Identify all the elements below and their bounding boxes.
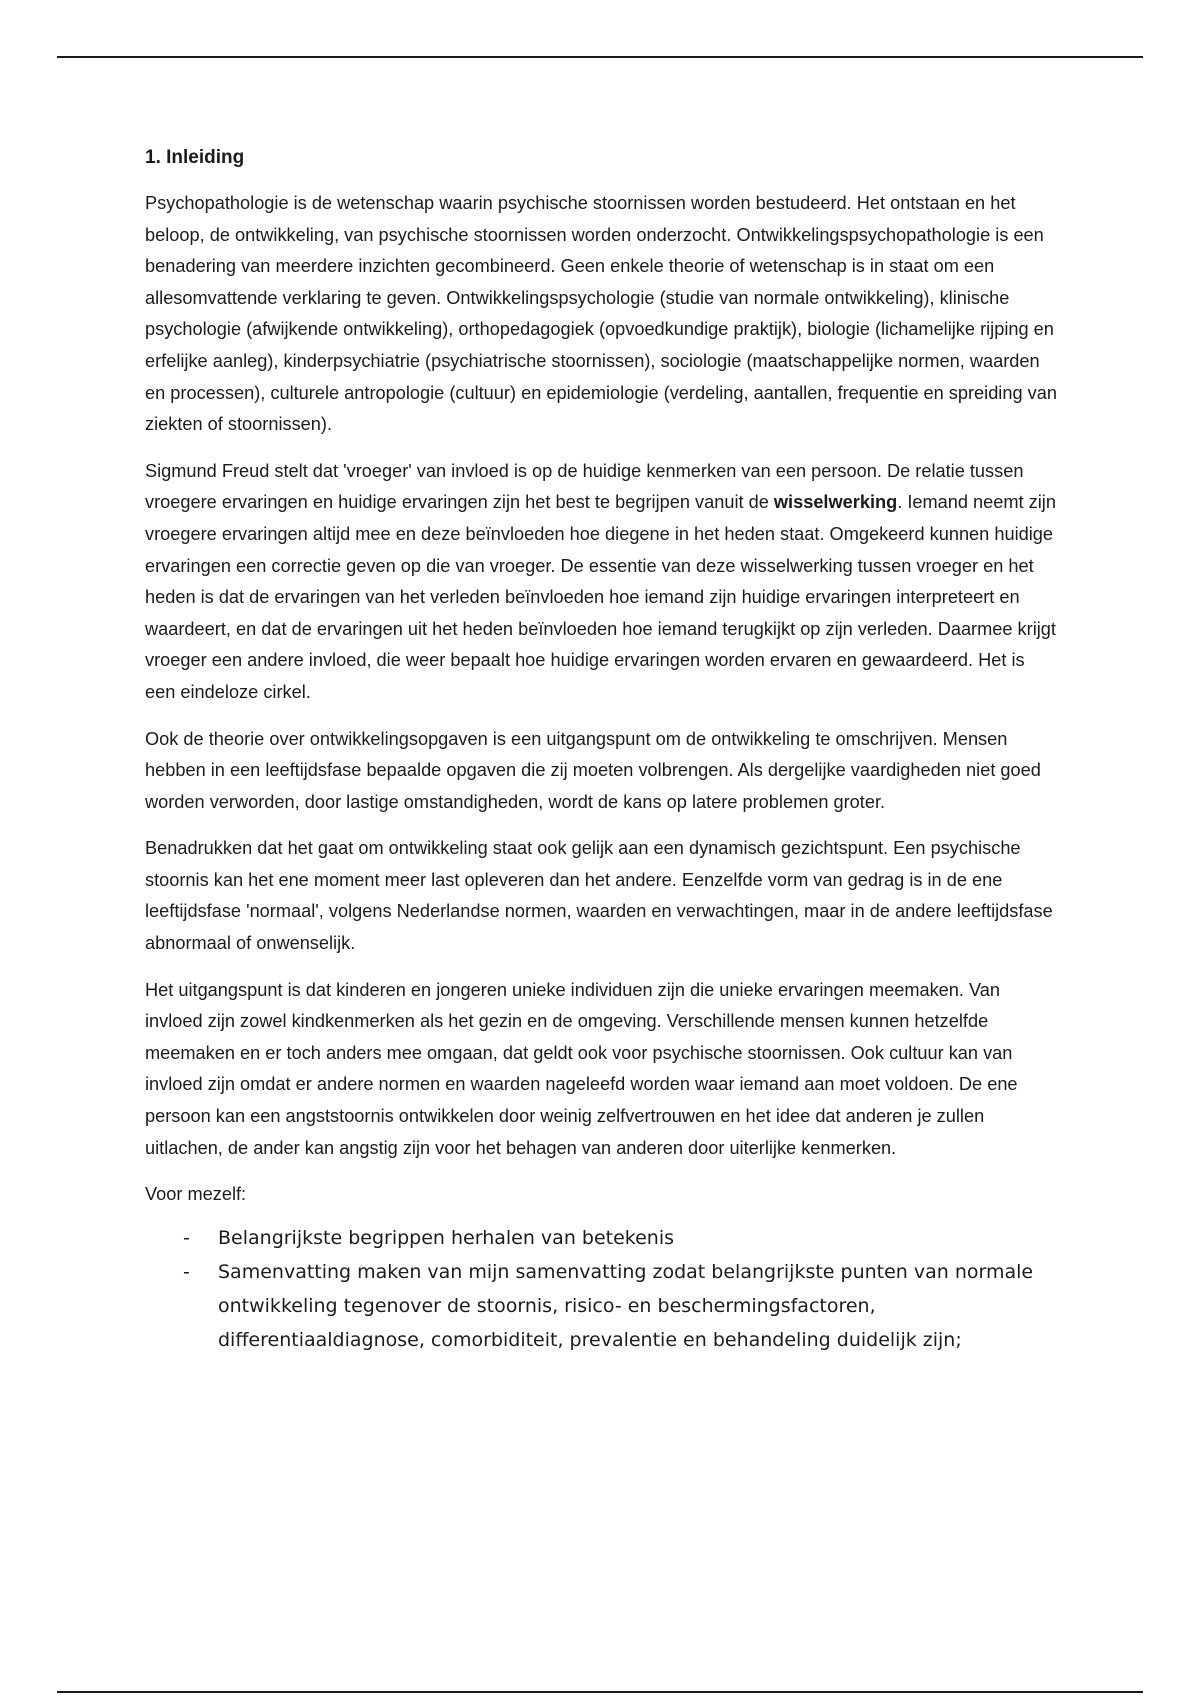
paragraph-ontwikkelingsopgaven: Ook de theorie over ontwikkelingsopgaven is een uitgangspunt om de ontwikkeling te omschrijven. Mensen hebben in een leeftijdsfase bepaalde opgaven die zij moeten volbrengen. Als dergelijke vaardigheden niet goed worden verworden, door lastige omstandigheden, wordt de kans op latere problemen groter. [145, 728, 1041, 812]
bottom-divider [57, 1691, 1143, 1693]
paragraph-psychopathologie: Psychopathologie is de wetenschap waarin psychische stoornissen worden bestudeerd. Het ontstaan en het beloop, de ontwikkeling, van psychische stoornissen worden onderzocht. Ontwikkelingspsychopathologie is een benadering van meerdere inzichten gecombineerd. Geen enkele theorie of wetenschap is in staat om een allesomvattende verklaring te geven. Ontwikkelingspsychologie (studie van normale ontwikkeling), klinische psychologie (afwijkende ontwikkeling), orthopedagogiek (opvoedkundige praktijk), biologie (lichamelijke rijping en erfelijke aanleg), kinderpsychiatrie (psychiatrische stoornissen), sociologie (maatschappelijke normen, waarden en processen), culturele antropologie (cultuur) en epidemiologie (verdeling, aantallen, frequentie en spreiding van ziekten of stoornissen). [145, 193, 1057, 435]
paragraph-dynamisch: Benadrukken dat het gaat om ontwikkeling staat ook gelijk aan een dynamisch gezichtspunt. Een psychische stoornis kan het ene moment meer last opleveren dan het andere. Eenzelfde vorm van gedrag is in de ene leeftijdsfase 'normaal', volgens Nederlandse normen, waarden en verwachtingen, maar in de andere leeftijdsfase abnormaal of onwenselijk. [145, 838, 1053, 954]
paragraph-freud-text-start: Sigmund Freud stelt dat 'vroeger' van invloed is op de huidige kenmerken van een persoon. De relatie tussen vroegere ervaringen en huidige ervaringen zijn het best te begrijpen vanuit de [145, 460, 1024, 513]
list-item-text: Belangrijkste begrippen herhalen van betekenis [218, 1226, 675, 1249]
list-item [145, 1255, 1060, 1357]
bold-term-wisselwerking: wisselwerking [773, 492, 898, 513]
paragraph-freud [145, 456, 1060, 709]
document-body [145, 146, 1060, 1357]
list-bullet: - [183, 1260, 190, 1283]
list-item [145, 1221, 1060, 1255]
todo-list [145, 1221, 1060, 1357]
list-bullet: - [183, 1226, 190, 1249]
list-item-text: Samenvatting maken van mijn samenvatting zodat belangrijkste punten van normale ontwikkeling tegenover de stoornis, risico- en beschermingsfactoren, differentiaaldiagnose, comorbiditeit, prevalentie en behandeling duidelijk zijn; [218, 1260, 1034, 1351]
paragraph-freud-text-end: . Iemand neemt zijn vroegere ervaringen altijd mee en deze beïnvloeden hoe diegene in het heden staat. Omgekeerd kunnen huidige ervaringen een correctie geven op die van vroeger. De essentie van deze wisselwerking tussen vroeger en het heden is dat de ervaringen van het verleden beïnvloeden hoe iemand zijn huidige ervaringen interpreteert en waardeert, en dat de ervaringen uit het heden beïnvloeden hoe iemand terugkijkt op zijn verleden. Daarmee krijgt vroeger een andere invloed, die weer bepaalt hoe huidige ervaringen worden ervaren en gewaardeerd. Het is een eindeloze cirkel. [145, 492, 1056, 702]
top-divider [57, 56, 1143, 58]
paragraph-uitgangspunt: Het uitgangspunt is dat kinderen en jongeren unieke individuen zijn die unieke ervaringen meemaken. Van invloed zijn zowel kindkenmerken als het gezin en de omgeving. Verschillende mensen kunnen hetzelfde meemaken en er toch anders mee omgaan, dat geldt ook voor psychische stoornissen. Ook cultuur kan van invloed zijn omdat er andere normen en waarden nageleefd worden waar iemand aan moet voldoen. De ene persoon kan een angststoornis ontwikkelen door weinig zelfvertrouwen en het idee dat anderen je zullen uitlachen, de ander kan angstig zijn voor het behagen van anderen door uiterlijke kenmerken. [145, 979, 1018, 1158]
section-heading: 1. Inleiding [145, 147, 245, 168]
voor-mezelf-label: Voor mezelf: [145, 1184, 247, 1205]
